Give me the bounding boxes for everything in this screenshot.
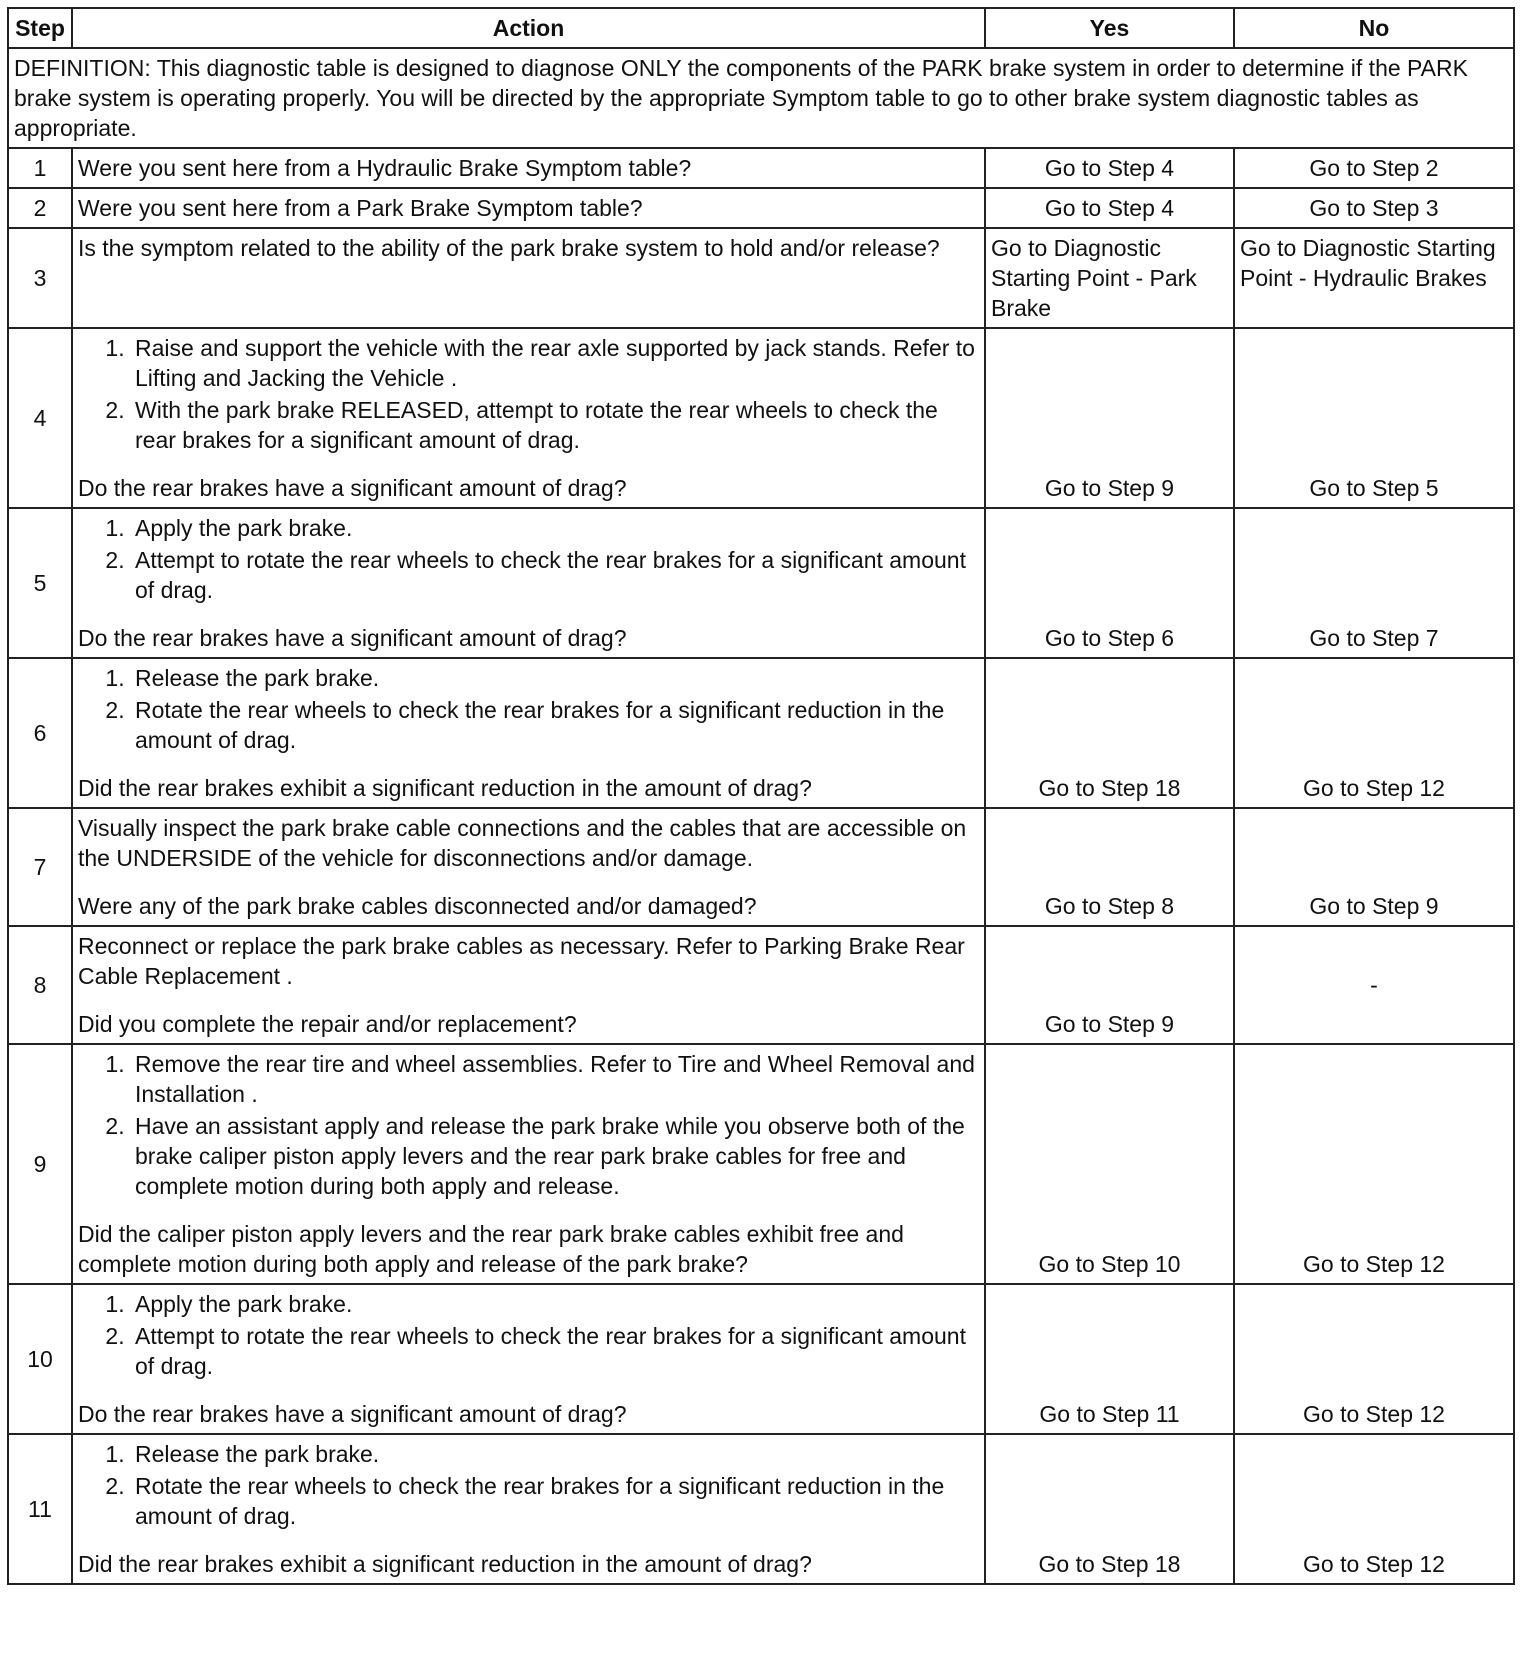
- no-link[interactable]: Go to Step 7: [1234, 508, 1514, 658]
- no-link[interactable]: Go to Step 12: [1234, 658, 1514, 808]
- yes-link[interactable]: Go to Step 8: [985, 808, 1234, 926]
- action-question: Do the rear brakes have a significant amount of drag?: [78, 475, 627, 501]
- no-dash: -: [1234, 926, 1514, 1044]
- header-action: Action: [72, 8, 985, 48]
- action-question: Did the rear brakes exhibit a significant reduction in the amount of drag?: [78, 775, 812, 801]
- table-row: [8, 808, 1514, 926]
- yes-link[interactable]: Go to Step 6: [985, 508, 1234, 658]
- no-link[interactable]: Go to Step 5: [1234, 328, 1514, 508]
- action-cell: [72, 1284, 985, 1434]
- table-row: [8, 328, 1514, 508]
- no-link[interactable]: Go to Step 9: [1234, 808, 1514, 926]
- action-step-item: 1. Release the park brake.: [131, 663, 979, 693]
- action-question: Did the rear brakes exhibit a significant reduction in the amount of drag?: [78, 1551, 812, 1577]
- step-number: 8: [8, 926, 72, 1044]
- action-steps-list: [78, 333, 979, 455]
- no-link[interactable]: Go to Step 12: [1234, 1434, 1514, 1584]
- yes-link[interactable]: Go to Step 11: [985, 1284, 1234, 1434]
- definition-row: [8, 48, 1514, 148]
- table-row: [8, 188, 1514, 228]
- step-number: 9: [8, 1044, 72, 1284]
- yes-link[interactable]: Go to Step 18: [985, 658, 1234, 808]
- table-row: [8, 508, 1514, 658]
- action-step-item: 2. Rotate the rear wheels to check the rear brakes for a significant reduction in the amount of drag.: [131, 695, 979, 755]
- action-cell: [72, 1044, 985, 1284]
- action-step-item: 1. Apply the park brake.: [131, 1289, 979, 1319]
- action-text: Visually inspect the park brake cable connections and the cables that are accessible on the UNDERSIDE of the vehicle for disconnections and/or damage.: [78, 815, 967, 871]
- table-row: [8, 1044, 1514, 1284]
- action-text: Reconnect or replace the park brake cables as necessary. Refer to Parking Brake Rear Cable Replacement .: [78, 933, 965, 989]
- step-number: 4: [8, 328, 72, 508]
- table-row: [8, 1434, 1514, 1584]
- table-row: [8, 658, 1514, 808]
- action-question: Did you complete the repair and/or replacement?: [78, 1011, 577, 1037]
- no-link[interactable]: Go to Step 12: [1234, 1044, 1514, 1284]
- yes-link[interactable]: Go to Step 9: [985, 926, 1234, 1044]
- diagnostic-table: [7, 7, 1515, 1585]
- action-steps-list: [78, 1289, 979, 1381]
- header-row: [8, 8, 1514, 48]
- action-steps-list: [78, 513, 979, 605]
- yes-link[interactable]: Go to Step 4: [985, 148, 1234, 188]
- action-step-item: 2. Attempt to rotate the rear wheels to check the rear brakes for a significant amount of drag.: [131, 1321, 979, 1381]
- action-step-item: 2. Rotate the rear wheels to check the rear brakes for a significant reduction in the amount of drag.: [131, 1471, 979, 1531]
- step-number: 7: [8, 808, 72, 926]
- header-step: Step: [8, 8, 72, 48]
- action-question: Do the rear brakes have a significant amount of drag?: [78, 1401, 627, 1427]
- action-cell: [72, 508, 985, 658]
- no-link[interactable]: Go to Step 3: [1234, 188, 1514, 228]
- table-row: [8, 1284, 1514, 1434]
- step-number: 10: [8, 1284, 72, 1434]
- table-row: [8, 228, 1514, 328]
- action-cell: [72, 808, 985, 926]
- action-question: Were you sent here from a Park Brake Symptom table?: [72, 188, 985, 228]
- header-yes: Yes: [985, 8, 1234, 48]
- action-question: Were any of the park brake cables disconnected and/or damaged?: [78, 893, 757, 919]
- diagnostic-page: [7, 7, 1513, 1585]
- action-question: Do the rear brakes have a significant amount of drag?: [78, 625, 627, 651]
- yes-link[interactable]: Go to Step 18: [985, 1434, 1234, 1584]
- no-link[interactable]: Go to Diagnostic Starting Point - Hydraulic Brakes: [1234, 228, 1514, 328]
- step-number: 5: [8, 508, 72, 658]
- step-number: 1: [8, 148, 72, 188]
- action-steps-list: [78, 1439, 979, 1531]
- action-step-item: 1. Release the park brake.: [131, 1439, 979, 1469]
- step-number: 3: [8, 228, 72, 328]
- yes-link[interactable]: Go to Diagnostic Starting Point - Park Brake: [985, 228, 1234, 328]
- step-number: 11: [8, 1434, 72, 1584]
- action-step-item: 2. With the park brake RELEASED, attempt to rotate the rear wheels to check the rear brakes for a significant amount of drag.: [131, 395, 979, 455]
- definition-text: DEFINITION: This diagnostic table is designed to diagnose ONLY the components of the PARK brake system in order to determine if the PARK brake system is operating properly. You will be directed by the appropriate Symptom table to go to other brake system diagnostic tables as appropriate.: [8, 48, 1514, 148]
- action-steps-list: [78, 1049, 979, 1201]
- yes-link[interactable]: Go to Step 4: [985, 188, 1234, 228]
- action-steps-list: [78, 663, 979, 755]
- action-step-item: 1. Raise and support the vehicle with the rear axle supported by jack stands. Refer to Lifting and Jacking the Vehicle .: [131, 333, 979, 393]
- action-step-item: 2. Attempt to rotate the rear wheels to check the rear brakes for a significant amount of drag.: [131, 545, 979, 605]
- no-link[interactable]: Go to Step 2: [1234, 148, 1514, 188]
- yes-link[interactable]: Go to Step 9: [985, 328, 1234, 508]
- action-step-item: 2. Have an assistant apply and release the park brake while you observe both of the brake caliper piston apply levers and the rear park brake cables for free and complete motion during both apply and release.: [131, 1111, 979, 1201]
- yes-link[interactable]: Go to Step 10: [985, 1044, 1234, 1284]
- action-step-item: 1. Apply the park brake.: [131, 513, 979, 543]
- action-cell: [72, 926, 985, 1044]
- step-number: 2: [8, 188, 72, 228]
- action-step-item: 1. Remove the rear tire and wheel assemblies. Refer to Tire and Wheel Removal and Installation .: [131, 1049, 979, 1109]
- table-row: [8, 926, 1514, 1044]
- action-cell: [72, 658, 985, 808]
- action-question: Were you sent here from a Hydraulic Brake Symptom table?: [72, 148, 985, 188]
- action-cell: [72, 1434, 985, 1584]
- header-no: No: [1234, 8, 1514, 48]
- step-number: 6: [8, 658, 72, 808]
- action-question: Is the symptom related to the ability of the park brake system to hold and/or release?: [72, 228, 985, 328]
- action-question: Did the caliper piston apply levers and the rear park brake cables exhibit free and complete motion during both apply and release of the park brake?: [78, 1221, 904, 1277]
- no-link[interactable]: Go to Step 12: [1234, 1284, 1514, 1434]
- action-cell: [72, 328, 985, 508]
- table-row: [8, 148, 1514, 188]
